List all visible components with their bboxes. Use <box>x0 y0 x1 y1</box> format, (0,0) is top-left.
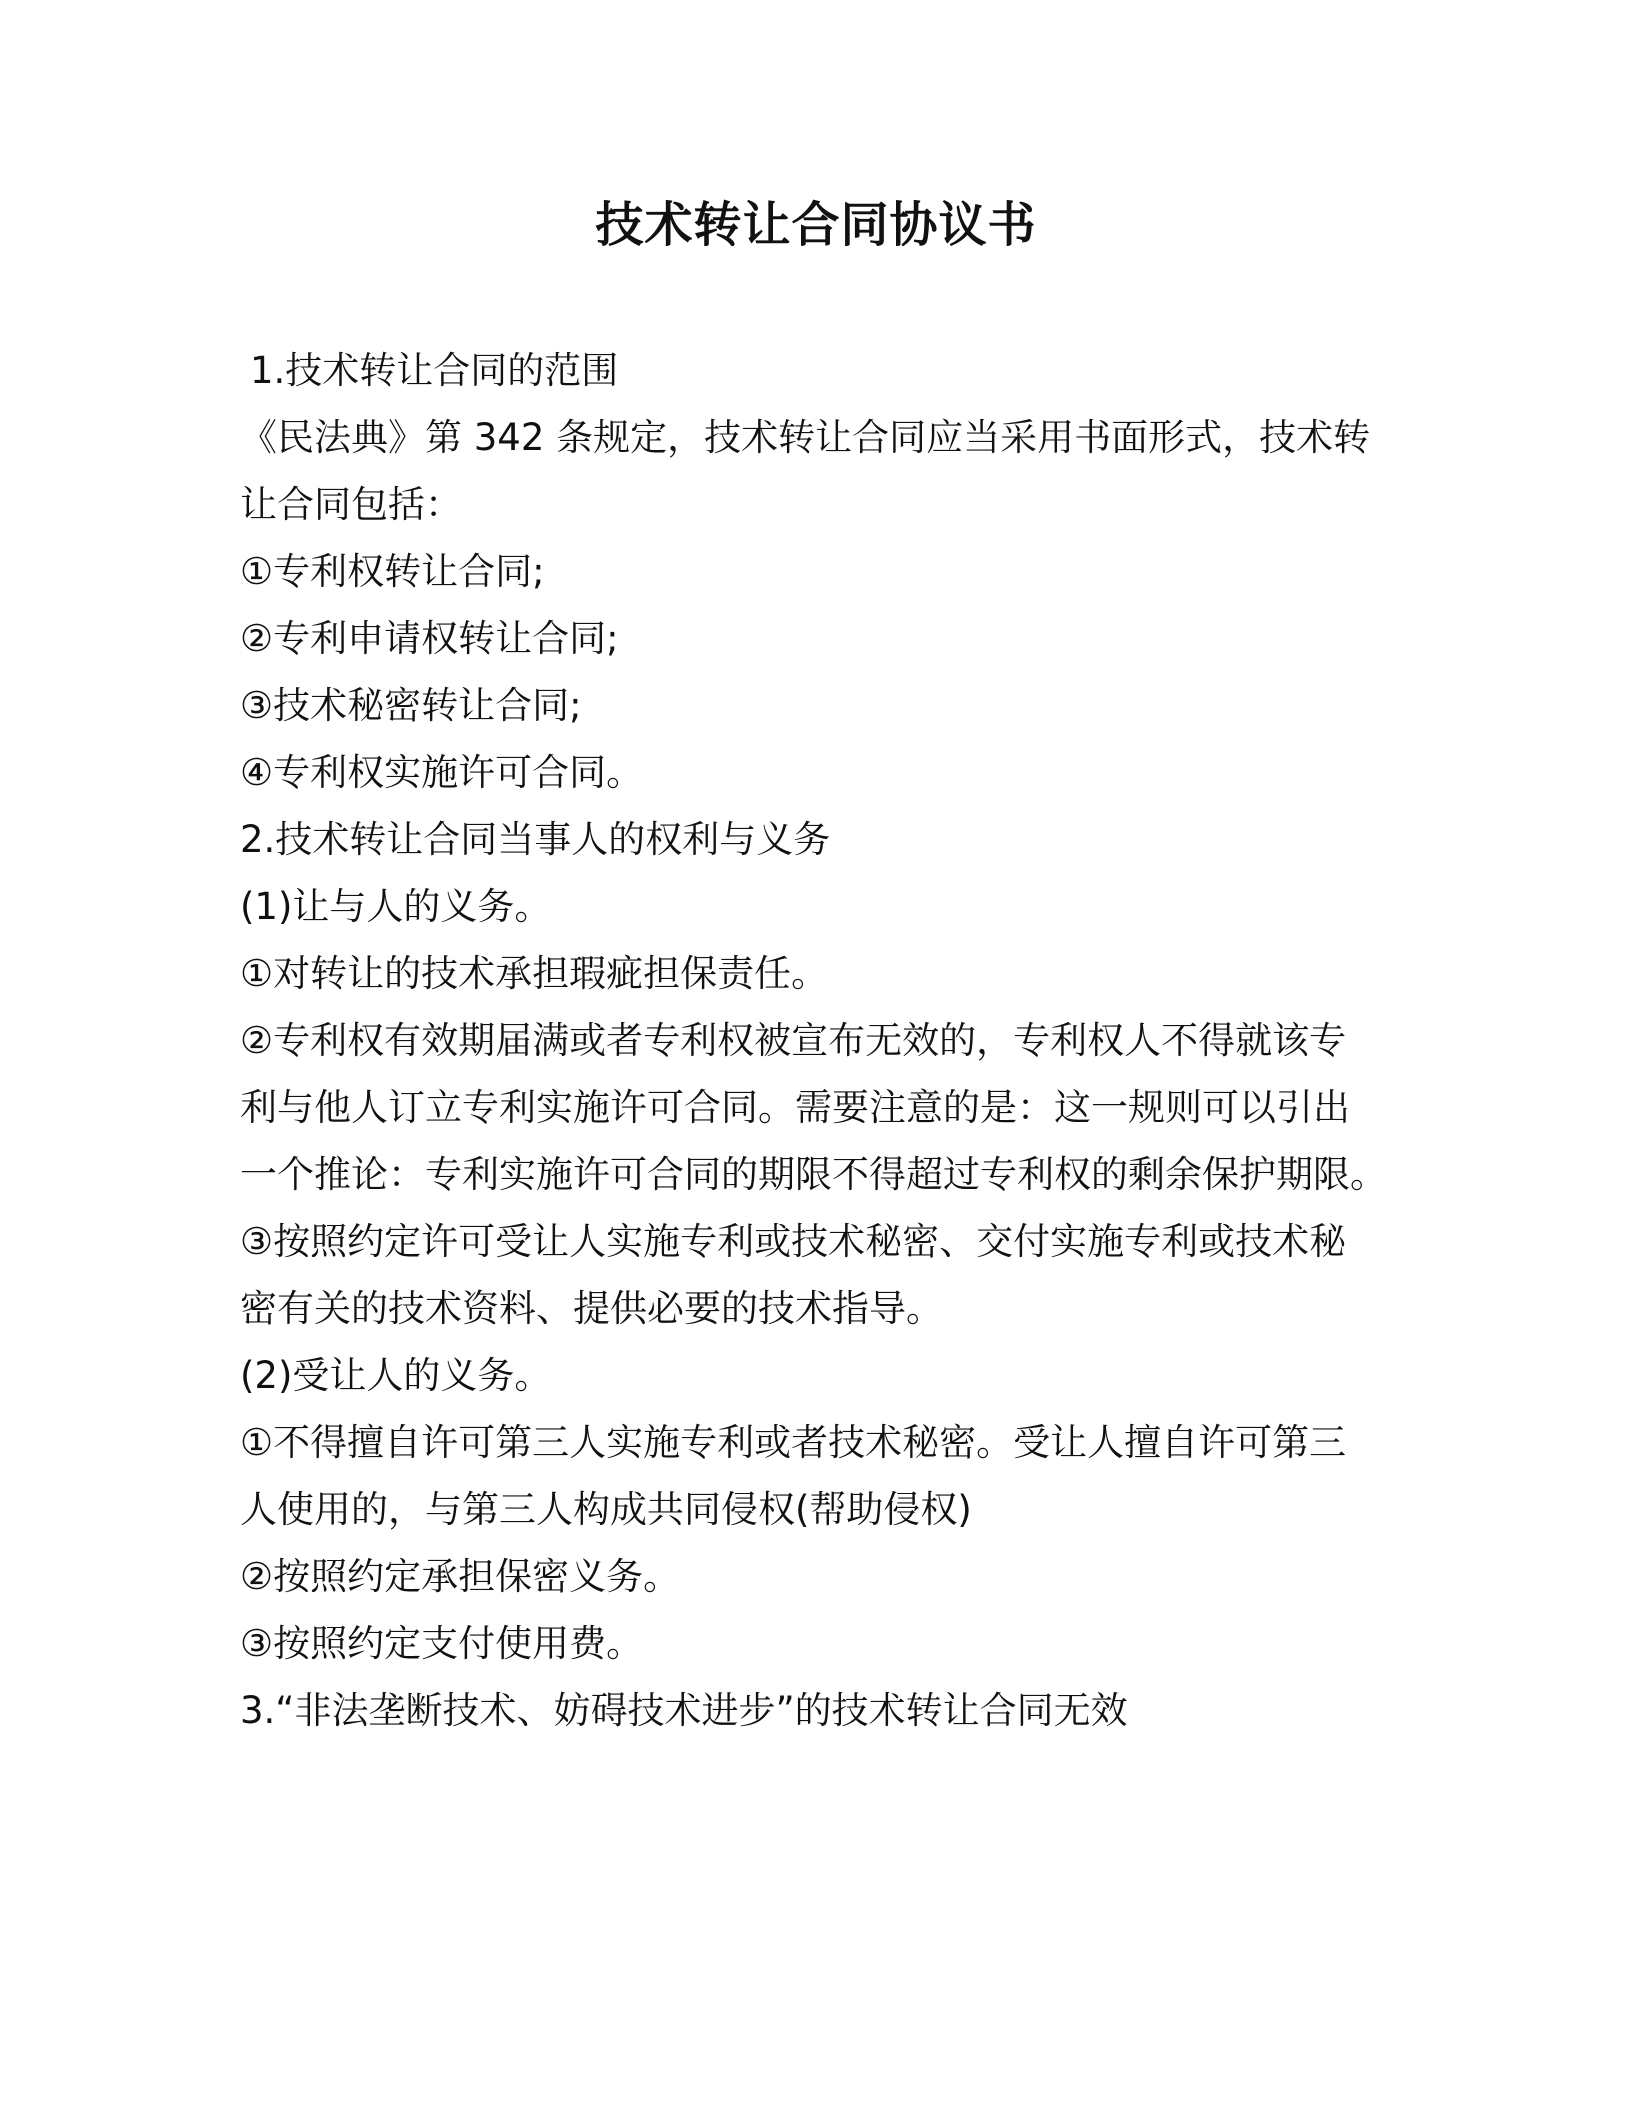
list-item: ③按照约定支付使用费。 <box>240 1622 644 1665</box>
paragraph-line: 让合同包括： <box>240 483 462 526</box>
subsection-heading-transferor: (1)让与人的义务。 <box>240 885 552 928</box>
list-item: ②按照约定承担保密义务。 <box>240 1555 681 1598</box>
section-heading-scope: 1.技术转让合同的范围 <box>250 349 619 392</box>
list-item: ①对转让的技术承担瑕疵担保责任。 <box>240 952 829 995</box>
paragraph-line: 人使用的，与第三人构成共同侵权(帮助侵权) <box>240 1488 972 1531</box>
section-heading-rights: 2.技术转让合同当事人的权利与义务 <box>240 818 831 861</box>
paragraph-line: 《民法典》第 342 条规定，技术转让合同应当采用书面形式，技术转 <box>240 416 1371 459</box>
list-item: ①不得擅自许可第三人实施专利或者技术秘密。受让人擅自许可第三 <box>240 1421 1347 1464</box>
document-title: 技术转让合同协议书 <box>595 197 1037 253</box>
list-item: ③按照约定许可受让人实施专利或技术秘密、交付实施专利或技术秘 <box>240 1220 1347 1263</box>
list-item: ④专利权实施许可合同。 <box>240 751 644 794</box>
list-item: ③技术秘密转让合同; <box>240 684 582 727</box>
document-body <box>240 337 1390 1744</box>
section-heading-invalid: 3.“非法垄断技术、妨碍技术进步”的技术转让合同无效 <box>240 1689 1128 1732</box>
list-item: ①专利权转让合同; <box>240 550 545 593</box>
list-item: ②专利权有效期届满或者专利权被宣布无效的，专利权人不得就该专 <box>240 1019 1347 1062</box>
subsection-heading-transferee: (2)受让人的义务。 <box>240 1354 552 1397</box>
paragraph-line: 利与他人订立专利实施许可合同。需要注意的是：这一规则可以引出 <box>240 1086 1350 1129</box>
paragraph-line: 一个推论：专利实施许可合同的期限不得超过专利权的剩余保护期限。 <box>240 1153 1387 1196</box>
list-item: ②专利申请权转让合同; <box>240 617 619 660</box>
paragraph-line: 密有关的技术资料、提供必要的技术指导。 <box>240 1287 943 1330</box>
